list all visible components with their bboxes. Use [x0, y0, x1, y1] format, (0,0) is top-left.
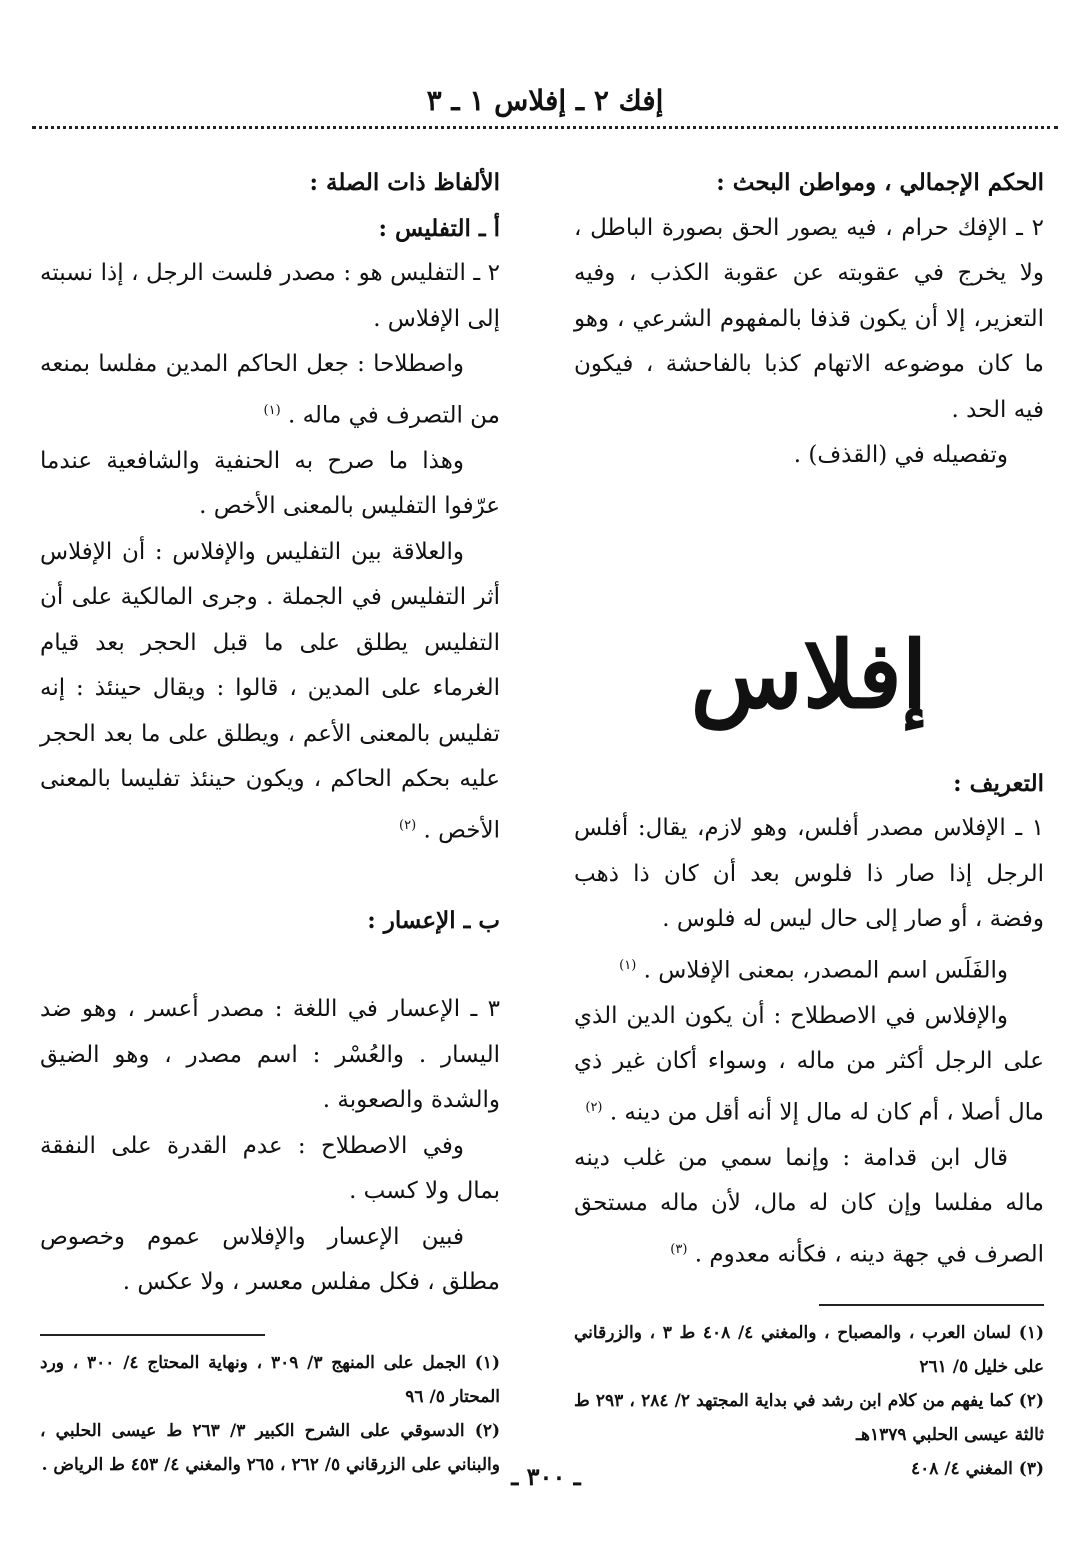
footnote-ref: (١) [263, 402, 281, 418]
footnote: (٢) كما يفهم من كلام ابن رشد في بداية المجتهد ٢/ ٢٨٤ ، ٢٩٣ ط ثالثة عيسى الحلبي ١٣٧٩هـ [574, 1390, 1044, 1445]
paragraph: ٢ ـ الإفك حرام ، فيه يصور الحق بصورة الباطل ، ولا يخرج في عقوبته عن عقوبة الكذب ، وفيه التعزير، إلا أن يكون قذفا بالمفهوم الشرعي ، وهو ما كان موضوعه الاتهام كذبا بالفاحشة ، فيكون فيه الحد . [574, 214, 1044, 423]
paragraph: والعلاقة بين التفليس والإفلاس : أن الإفلاس أثر التفليس في الجملة . وجرى المالكية على أن التفليس يطلق على ما قبل الحجر بعد قيام الغرماء على المدين ، قالوا : ويقال حينئذ : إنه تفليس بالمعنى الأعم ، ويطلق على ما بعد الحجر عليه بحكم الحاكم ، ويكون حينئذ تفليسا بالمعنى الأخص . [40, 538, 500, 844]
paragraph-container [574, 943, 1044, 994]
subheading: ب ـ الإعسار : [367, 906, 500, 934]
section-heading: التعريف : [953, 769, 1044, 797]
paragraph: وهذا ما صرح به الحنفية والشافعية عندما عرّفوا التفليس بالمعنى الأخص . [40, 447, 500, 520]
paragraph: وفي الاصطلاح : عدم القدرة على النفقة بمال ولا كسب . [40, 1132, 500, 1205]
section-heading: الحكم الإجمالي ، ومواطن البحث : [716, 169, 1044, 196]
spacer [40, 854, 500, 898]
paragraph-container [40, 342, 500, 439]
paragraph-container [574, 994, 1044, 1136]
paragraph-container [574, 1136, 1044, 1278]
section-heading: الألفاظ ذات الصلة : [309, 169, 500, 196]
paragraph: وتفصيله في (القذف) . [793, 442, 1008, 468]
paragraph: والإفلاس في الاصطلاح : أن يكون الدين الذي على الرجل أكثر من ماله ، وسواء أكان غير ذي مال أصلا ، أم كان له مال إلا أنه أقل من دينه . [574, 1002, 1044, 1126]
footnote-separator [40, 1334, 265, 1336]
header-divider [32, 126, 1058, 129]
footnote-separator [819, 1304, 1044, 1306]
page-number: ـ ٣٠٠ ـ [511, 1462, 581, 1491]
footnote: (٣) المغني ٤/ ٤٠٨ [911, 1458, 1044, 1479]
paragraph: ٣ ـ الإعسار في اللغة : مصدر أعسر ، وهو ضد اليسار . والعُسْر : اسم مصدر ، وهو الضيق والشدة والصعوبة . [40, 996, 500, 1114]
spacer [40, 943, 500, 987]
footnote: (١) الجمل على المنهج ٣/ ٣٠٩ ، ونهاية المحتاج ٤/ ٣٠٠ ، ورد المحتار ٥/ ٩٦ [40, 1352, 500, 1407]
paragraph: قال ابن قدامة : وإنما سمي من غلب دينه ماله مفلسا وإن كان له مال، لأن ماله مستحق الصرف في جهة دينه ، فكأنه معدوم . [574, 1144, 1044, 1268]
footnote: (٢) الدسوقي على الشرح الكبير ٣/ ٢٦٣ ط عيسى الحلبي ، والبناني على الزرقاني ٥/ ٢٦٢ ، ٢٦٥ والمغني ٤/ ٤٥٣ ط الرياض . [40, 1420, 500, 1475]
paragraph: واصطلاحا : جعل الحاكم المدين مفلسا بمنعه من التصرف في ماله . [40, 351, 500, 429]
footnote-ref: (٢) [585, 1099, 603, 1115]
left-column [40, 160, 500, 1482]
paragraph: ١ ـ الإفلاس مصدر أفلس، وهو لازم، يقال: أفلس الرجل إذا صار ذا فلوس بعد أن كان ذا ذهب وفضة ، أو صار إلى حال ليس له فلوس . [574, 815, 1044, 932]
entry-title: إفلاس [690, 620, 928, 729]
footnote-ref: (١) [619, 957, 637, 973]
subheading: أ ـ التفليس : [378, 214, 500, 242]
footnote-ref: (٢) [399, 817, 417, 833]
paragraph-container [40, 530, 500, 854]
paragraph: فبين الإعسار والإفلاس عموم وخصوص مطلق ، فكل مفلس معسر ، ولا عكس . [40, 1223, 500, 1296]
footnote-ref: (٣) [670, 1241, 688, 1257]
footnote: (١) لسان العرب ، والمصباح ، والمغني ٤/ ٤٠٨ ط ٣ ، والزرقاني على خليل ٥/ ٢٦١ [574, 1322, 1044, 1377]
paragraph: ٢ ـ التفليس هو : مصدر فلست الرجل ، إذا نسبته إلى الإفلاس . [40, 260, 500, 332]
right-column [574, 160, 1044, 1486]
running-header: إفك ٢ ـ إفلاس ١ ـ ٣ [426, 84, 664, 117]
paragraph: والفَلَس اسم المصدر، بمعنى الإفلاس . [643, 957, 1008, 984]
